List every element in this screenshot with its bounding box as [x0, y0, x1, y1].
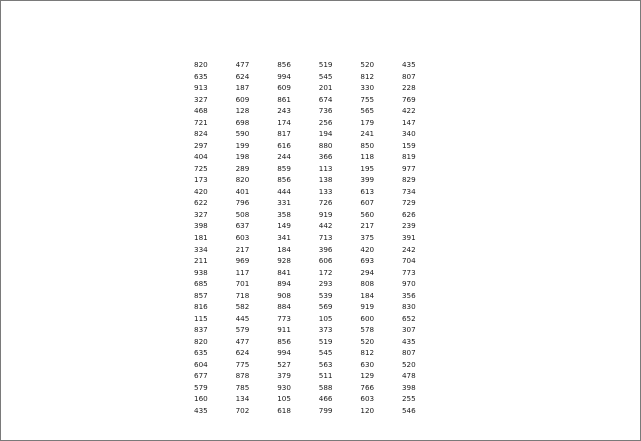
table-cell: 820 [194, 336, 208, 346]
table-cell: 878 [235, 371, 250, 381]
table-cell: 734 [401, 186, 416, 196]
table-cell: 198 [235, 152, 250, 162]
table-cell: 379 [277, 371, 291, 381]
table-cell: 159 [401, 140, 416, 150]
table-cell: 138 [318, 175, 333, 185]
table-cell: 334 [194, 244, 208, 254]
table-cell: 435 [401, 60, 416, 69]
table-cell: 578 [360, 325, 375, 335]
table-cell: 239 [401, 221, 416, 231]
table-cell: 622 [194, 198, 208, 208]
table-cell: 134 [235, 394, 250, 404]
table-cell: 775 [235, 359, 250, 369]
table-cell: 255 [401, 394, 416, 404]
table-cell: 241 [360, 129, 375, 139]
table-cell: 244 [277, 152, 291, 162]
table-cell: 837 [194, 325, 208, 335]
table-cell: 147 [401, 117, 416, 127]
table-row [194, 301, 444, 313]
number-table [194, 59, 444, 416]
table-cell: 201 [318, 83, 333, 93]
table-cell: 693 [360, 256, 375, 266]
table-cell: 120 [360, 405, 375, 415]
table-row [194, 197, 444, 209]
table-cell: 819 [401, 152, 416, 162]
table-cell: 609 [277, 83, 291, 93]
table-cell: 977 [401, 163, 416, 173]
table-cell: 701 [235, 279, 250, 289]
table-cell: 520 [360, 336, 375, 346]
table-cell: 604 [194, 359, 208, 369]
table-cell: 199 [235, 140, 250, 150]
table-cell: 685 [194, 279, 208, 289]
table-cell: 969 [235, 256, 250, 266]
table-row [194, 140, 444, 152]
table-cell: 511 [318, 371, 333, 381]
table-cell: 938 [194, 267, 208, 277]
table-cell: 698 [235, 117, 250, 127]
table-cell: 160 [194, 394, 208, 404]
table-cell: 928 [277, 256, 291, 266]
table-cell: 520 [360, 60, 375, 69]
table-cell: 718 [235, 290, 250, 300]
table-row [194, 278, 444, 290]
table-cell: 618 [277, 405, 291, 415]
table-cell: 519 [318, 60, 333, 69]
table-row [194, 220, 444, 232]
table-row [194, 336, 444, 348]
table-row [194, 163, 444, 175]
table-cell: 635 [194, 348, 208, 358]
table-cell: 478 [401, 371, 416, 381]
table-cell: 729 [401, 198, 416, 208]
table-cell: 401 [235, 186, 250, 196]
table-cell: 293 [318, 279, 333, 289]
table-cell: 129 [360, 371, 375, 381]
table-cell: 616 [277, 140, 291, 150]
table-cell: 466 [318, 394, 333, 404]
table-cell: 545 [318, 71, 333, 81]
table-cell: 674 [318, 94, 333, 104]
table-cell: 217 [360, 221, 375, 231]
table-cell: 508 [235, 209, 250, 219]
table-cell: 807 [401, 71, 416, 81]
table-cell: 307 [401, 325, 416, 335]
table-cell: 173 [194, 175, 208, 185]
table-cell: 796 [235, 198, 250, 208]
table-cell: 677 [194, 371, 208, 381]
table-cell: 830 [401, 302, 416, 312]
table-cell: 172 [318, 267, 333, 277]
table-cell: 755 [360, 94, 375, 104]
table-cell: 930 [277, 382, 291, 392]
table-cell: 856 [277, 336, 291, 346]
table-cell: 812 [360, 71, 375, 81]
table-cell: 970 [401, 279, 416, 289]
table-cell: 859 [277, 163, 291, 173]
table-cell: 340 [401, 129, 416, 139]
table-cell: 442 [318, 221, 333, 231]
table-cell: 603 [235, 232, 250, 242]
table-cell: 635 [194, 71, 208, 81]
table-row [194, 347, 444, 359]
table-cell: 546 [401, 405, 416, 415]
table-cell: 435 [401, 336, 416, 346]
table-cell: 133 [318, 186, 333, 196]
table-cell: 184 [360, 290, 375, 300]
table-cell: 630 [360, 359, 375, 369]
table-row [194, 393, 444, 405]
table-cell: 539 [318, 290, 333, 300]
table-cell: 880 [318, 140, 333, 150]
table-cell: 545 [318, 348, 333, 358]
table-row [194, 255, 444, 267]
table-cell: 445 [235, 313, 250, 323]
table-cell: 194 [318, 129, 333, 139]
table-row [194, 209, 444, 221]
table-cell: 420 [360, 244, 375, 254]
table-cell: 884 [277, 302, 291, 312]
table-cell: 894 [277, 279, 291, 289]
table-cell: 330 [360, 83, 375, 93]
table-cell: 857 [194, 290, 208, 300]
table-row [194, 232, 444, 244]
table-cell: 358 [277, 209, 291, 219]
table-cell: 606 [318, 256, 333, 266]
table-cell: 725 [194, 163, 208, 173]
table-cell: 856 [277, 175, 291, 185]
table-cell: 563 [318, 359, 333, 369]
table-cell: 908 [277, 290, 291, 300]
table-cell: 560 [360, 209, 375, 219]
table-cell: 211 [194, 256, 208, 266]
table-cell: 294 [360, 267, 375, 277]
table-cell: 607 [360, 198, 375, 208]
table-cell: 704 [401, 256, 416, 266]
table-row [194, 151, 444, 163]
table-cell: 726 [318, 198, 333, 208]
table-cell: 398 [401, 382, 416, 392]
table-cell: 773 [277, 313, 291, 323]
table-cell: 113 [318, 163, 333, 173]
table-cell: 435 [194, 405, 208, 415]
table-cell: 824 [194, 129, 208, 139]
table-cell: 375 [360, 232, 375, 242]
table-cell: 994 [277, 71, 291, 81]
table-cell: 117 [235, 267, 250, 277]
table-cell: 519 [318, 336, 333, 346]
table-row [194, 117, 444, 129]
table-cell: 217 [235, 244, 250, 254]
number-table-body [194, 59, 444, 416]
table-cell: 366 [318, 152, 333, 162]
table-cell: 422 [401, 106, 416, 116]
table-row [194, 128, 444, 140]
table-cell: 624 [235, 71, 250, 81]
table-cell: 181 [194, 232, 208, 242]
table-cell: 118 [360, 152, 375, 162]
table-cell: 289 [235, 163, 250, 173]
table-cell: 399 [360, 175, 375, 185]
table-row [194, 324, 444, 336]
table-cell: 911 [277, 325, 291, 335]
table-cell: 624 [235, 348, 250, 358]
table-cell: 820 [194, 60, 208, 69]
table-cell: 919 [360, 302, 375, 312]
table-cell: 565 [360, 106, 375, 116]
table-cell: 785 [235, 382, 250, 392]
table-cell: 179 [360, 117, 375, 127]
table-row [194, 290, 444, 302]
table-cell: 569 [318, 302, 333, 312]
table-cell: 861 [277, 94, 291, 104]
table-cell: 242 [401, 244, 416, 254]
table-row [194, 405, 444, 417]
table-row [194, 105, 444, 117]
table-cell: 420 [194, 186, 208, 196]
table-cell: 105 [277, 394, 291, 404]
table-cell: 799 [318, 405, 333, 415]
table-cell: 652 [401, 313, 416, 323]
table-cell: 588 [318, 382, 333, 392]
table-cell: 721 [194, 117, 208, 127]
table-cell: 331 [277, 198, 291, 208]
table-cell: 812 [360, 348, 375, 358]
table-cell: 850 [360, 140, 375, 150]
table-cell: 829 [401, 175, 416, 185]
table-row [194, 359, 444, 371]
table-cell: 520 [401, 359, 416, 369]
table-cell: 613 [360, 186, 375, 196]
table-cell: 816 [194, 302, 208, 312]
table-cell: 256 [318, 117, 333, 127]
table-row [194, 244, 444, 256]
table-cell: 373 [318, 325, 333, 335]
table-cell: 637 [235, 221, 250, 231]
document-page[interactable] [2, 2, 639, 439]
table-cell: 579 [235, 325, 250, 335]
table-cell: 736 [318, 106, 333, 116]
table-cell: 582 [235, 302, 250, 312]
table-cell: 327 [194, 209, 208, 219]
table-cell: 187 [235, 83, 250, 93]
table-cell: 404 [194, 152, 208, 162]
table-cell: 773 [401, 267, 416, 277]
table-cell: 609 [235, 94, 250, 104]
table-cell: 766 [360, 382, 375, 392]
table-cell: 195 [360, 163, 375, 173]
table-cell: 713 [318, 232, 333, 242]
table-cell: 297 [194, 140, 208, 150]
table-cell: 477 [235, 336, 250, 346]
table-cell: 856 [277, 60, 291, 69]
table-cell: 327 [194, 94, 208, 104]
table-cell: 174 [277, 117, 291, 127]
table-cell: 817 [277, 129, 291, 139]
table-cell: 243 [277, 106, 291, 116]
table-cell: 115 [194, 313, 208, 323]
table-row [194, 370, 444, 382]
table-row [194, 71, 444, 83]
table-cell: 356 [401, 290, 416, 300]
table-cell: 527 [277, 359, 291, 369]
table-cell: 398 [194, 221, 208, 231]
table-cell: 105 [318, 313, 333, 323]
table-cell: 807 [401, 348, 416, 358]
table-cell: 396 [318, 244, 333, 254]
table-cell: 913 [194, 83, 208, 93]
table-cell: 391 [401, 232, 416, 242]
table-row [194, 59, 444, 71]
table-cell: 702 [235, 405, 250, 415]
table-cell: 600 [360, 313, 375, 323]
table-cell: 341 [277, 232, 291, 242]
table-cell: 994 [277, 348, 291, 358]
table-cell: 808 [360, 279, 375, 289]
table-cell: 228 [401, 83, 416, 93]
table-cell: 841 [277, 267, 291, 277]
table-cell: 579 [194, 382, 208, 392]
table-cell: 468 [194, 106, 208, 116]
table-cell: 128 [235, 106, 250, 116]
table-cell: 626 [401, 209, 416, 219]
table-cell: 149 [277, 221, 291, 231]
table-row [194, 82, 444, 94]
table-row [194, 186, 444, 198]
table-cell: 919 [318, 209, 333, 219]
table-cell: 444 [277, 186, 291, 196]
table-row [194, 313, 444, 325]
table-row [194, 267, 444, 279]
table-cell: 820 [235, 175, 250, 185]
table-cell: 590 [235, 129, 250, 139]
table-row [194, 174, 444, 186]
table-cell: 769 [401, 94, 416, 104]
table-cell: 603 [360, 394, 375, 404]
table-row [194, 382, 444, 394]
table-row [194, 94, 444, 106]
table-cell: 184 [277, 244, 291, 254]
table-cell: 477 [235, 60, 250, 69]
